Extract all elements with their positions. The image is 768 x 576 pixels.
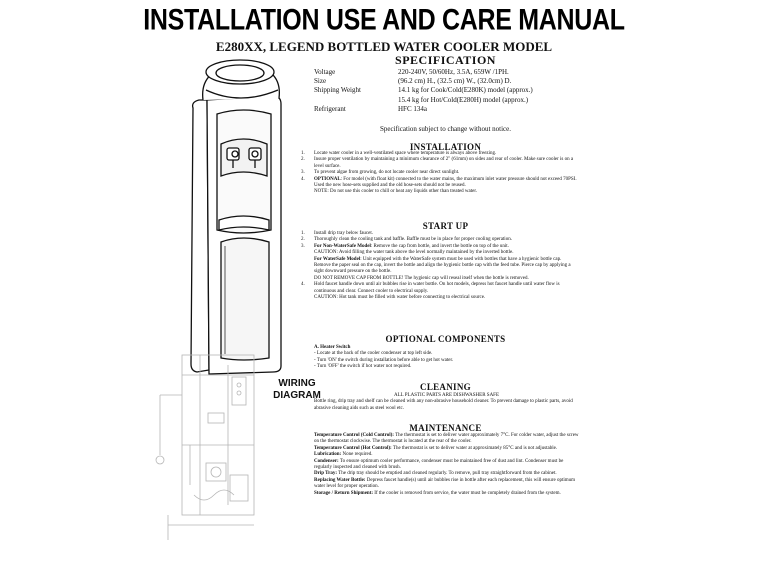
spec-row [314, 105, 598, 114]
start-up-section [301, 231, 579, 301]
caution-text: CAUTION: Avoid filling the water tank above the level normally maintained by the inverted bottle. [314, 250, 514, 256]
list-item [301, 282, 579, 295]
cleaning-section [314, 393, 579, 412]
wiring-label-line-1: WIRING [278, 378, 316, 389]
spec-row [314, 77, 598, 86]
wiring-label-line-2: DIAGRAM [273, 390, 321, 401]
list-item: - Turn 'OFF' the switch if hot water not required. [314, 364, 412, 370]
item-number: 3. [301, 170, 305, 176]
maintenance-section [314, 433, 579, 497]
item-number: 4. [301, 176, 305, 182]
item-number: 2. [301, 157, 305, 163]
spec-label: Refrigerant [314, 104, 346, 113]
item-number: 1. [301, 151, 305, 156]
maintenance-heading: MAINTENANCE [409, 423, 482, 433]
list-item [301, 177, 579, 190]
item-bold-lead: Storage / Return Shipment: [314, 490, 374, 496]
item-body: To ensure optimum cooler performance, condenser must be maintained free of dust and lint. Condenser must be regularly inspected and cleaned with brush. [314, 458, 564, 471]
spec-value: 220-240V, 50/60Hz, 3.5A, 659W /1PH. [398, 68, 509, 76]
item-bold-lead: Temperature Control (Cold Control): [314, 433, 394, 438]
item-number: 3. [301, 243, 305, 249]
model-subtitle: E280XX, LEGEND BOTTLED WATER COOLER MODEL [215, 39, 553, 54]
spec-value: HFC 134a [398, 104, 427, 113]
spec-value: 15.4 kg for Hot/Cold(E280H) model (approx.) [398, 95, 529, 104]
item-bold-lead: Lubrication: [314, 452, 342, 458]
caution-text: CAUTION: Hot tank must be filled with water before connecting to electrical source. [314, 295, 486, 301]
item-body: The drip tray should be emptied and cleaned regularly. To remove, pull tray straightforward from the cabinet. [337, 471, 557, 477]
item-text: Thoroughly clean the cooling tank and baffle. Baffle must be in place for proper cooling operation. [314, 237, 512, 243]
installation-heading: INSTALLATION [409, 142, 482, 152]
spec-row [314, 86, 598, 95]
installation-section [301, 151, 579, 196]
item-bold-lead: For Non-WaterSafe Model [314, 243, 371, 249]
specification-table [314, 68, 598, 114]
start-up-heading: START UP [422, 221, 469, 231]
spec-value: 14.1 kg for Cook/Cold(E280K) model (approx.) [398, 86, 533, 95]
specification-note: Specification subject to change without notice. [379, 125, 512, 133]
item-body: : For model (with float kit) connected to the water mains, the maximum inlet water pressure should not exceed 70PSI. Used the new hose-sets supplied and the old hose-sets should not be reused. [314, 176, 577, 189]
item-number: 1. [301, 231, 305, 236]
item-number: 4. [301, 282, 305, 288]
dishwasher-safe-note: ALL PLASTIC PARTS ARE DISHWASHER SAFE [393, 393, 500, 398]
spec-value: (96.2 cm) H., (32.5 cm) W., (32.0cm) D. [398, 77, 512, 86]
do-not-remove-warning: DO NOT REMOVE CAP FROM BOTTLE! The hygienic cap will reseal itself when the bottle is removed. [314, 275, 529, 281]
spec-label: Size [314, 77, 327, 86]
maintenance-item [314, 433, 579, 446]
watersafe-body: : Unit equipped with the WaterSafe system must be used with bottles that have a hygienic bottle cap. Remove the paper seal on the cap, invert the bottle and align the hygienic bottle cap with the feed tube. Pierce cap by applying a sight downward pressure on the bottle. [314, 256, 571, 275]
optional-components-heading: OPTIONAL COMPONENTS [385, 334, 506, 344]
spec-row [314, 68, 598, 77]
item-body: The thermostat is set to deliver water at approximately 85°C and is not adjustable. [391, 445, 558, 451]
item-body: Depress faucet handle(s) until air bubbles rise in bottle after each replacement, this will ensure optimum water level for proper operation. [314, 477, 575, 490]
item-number: 2. [301, 237, 305, 243]
item-bold-lead: Replacing Water Bottle: [314, 477, 366, 483]
item-text: Hold faucet handle down until air bubbles rise in water bottle. On hot models, depress hot faucet handle until water flow is continuous and clear. Connect cooler to electrical supply. [314, 282, 560, 294]
specification-heading: SPECIFICATION [395, 53, 496, 67]
subheading-text: A. Heater Switch [314, 345, 351, 350]
item-text: To prevent algae from growing, do not locate cooler near direct sunlight. [314, 170, 460, 176]
item-text: Locate water cooler in a well-ventilated space where temperature is always above freezing. [314, 151, 497, 156]
maintenance-item [314, 459, 579, 472]
maintenance-item [314, 491, 579, 497]
list-item: - Turn 'ON' the switch during installation before able to get hot water. [314, 357, 454, 363]
spec-label: Voltage [314, 68, 336, 76]
manual-title: INSTALLATION USE AND CARE MANUAL [143, 3, 625, 37]
watersafe-bold-lead: For WaterSafe Model [314, 256, 361, 262]
item-body: : Remove the cap from bottle, and invert the bottle on top of the unit. [370, 243, 509, 249]
item-body: None required. [341, 452, 373, 458]
maintenance-item [314, 478, 579, 491]
spec-label [314, 96, 398, 105]
item-body: If the cooler is removed from service, the water must be completely drained from the system. [373, 490, 561, 496]
list-item [301, 157, 579, 170]
item-text: Insure proper ventilation by maintaining a minimum clearance of 2" (61mm) on sides and rear of cooler. Make sure cooler is on a level surface. [314, 157, 574, 169]
item-bold-lead: Condenser: [314, 458, 339, 464]
item-bold-lead: Temperature Control (Hot Control): [314, 445, 392, 451]
wiring-diagram [150, 335, 275, 550]
item-body: The thermostat is set to deliver water approximately 7°C. For colder water, adjust the screw on the thermostat clockwise. The thermostat is located at the rear of the cooler. [314, 433, 579, 445]
item-bold-lead: Drip Tray: [314, 471, 338, 477]
installation-note: NOTE: Do not use this cooler to chill or heat any liquids other than treated water. [314, 189, 478, 195]
spec-label: Shipping Weight [314, 86, 361, 95]
spec-row [314, 96, 598, 105]
cleaning-text: Bottle ring, drip tray and shelf can be cleaned with any non-abrasive household cleaner. To prevent damage to plastic parts, avoid abrasive cleaning aids such as steel wool etc. [314, 399, 573, 411]
watersafe-text [314, 257, 579, 276]
item-text [314, 177, 579, 190]
optional-components-section [314, 345, 579, 371]
list-item: - Locate at the back of the cooler condenser at top left side. [314, 351, 433, 357]
water-cooler-illustration [185, 50, 305, 380]
item-text: Install drip tray below faucet. [314, 231, 374, 236]
cleaning-heading: CLEANING [420, 382, 471, 392]
item-bold-lead: OPTIONAL [314, 176, 341, 182]
